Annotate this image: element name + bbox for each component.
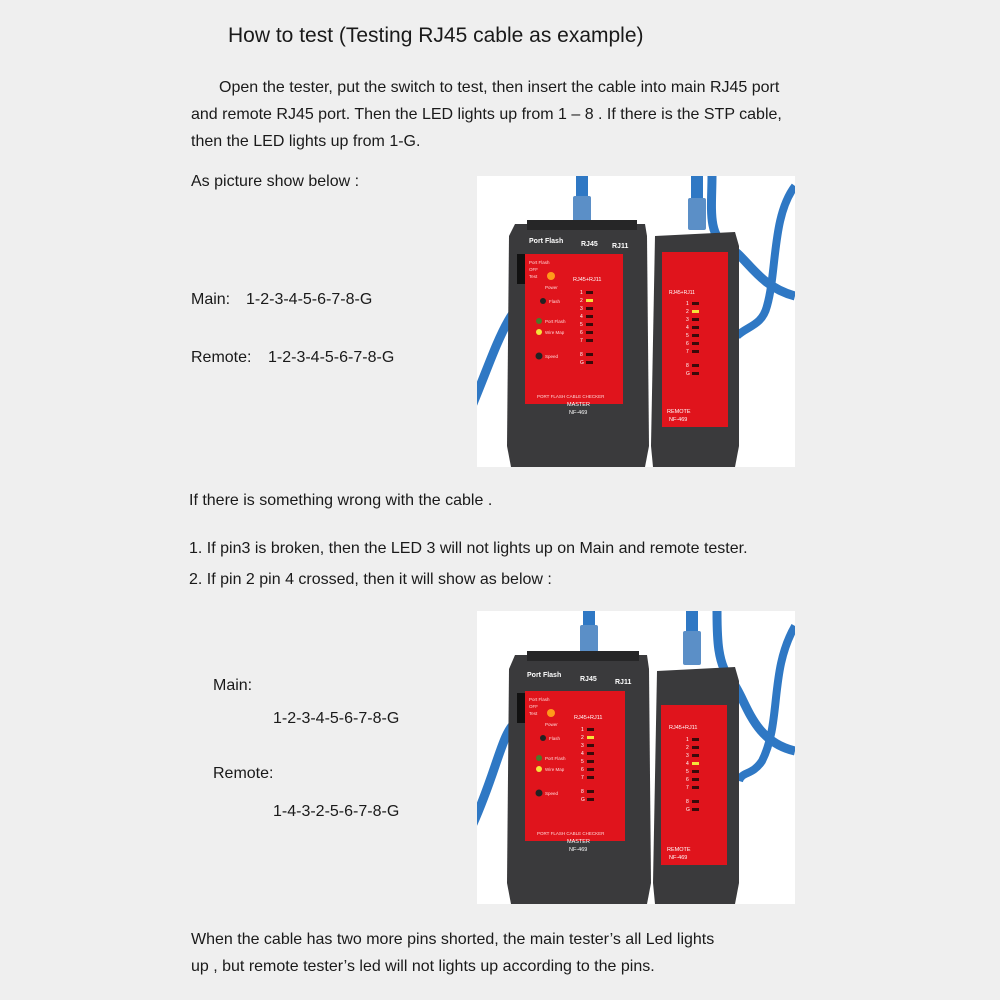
led-pin-label: 8 (581, 789, 584, 795)
led-pin-label: 5 (581, 759, 584, 765)
led-indicator (692, 746, 699, 749)
led-indicator (692, 754, 699, 757)
led-pin-label: G (581, 797, 585, 803)
switch-port-flash: Port Flash (529, 697, 550, 702)
led-indicator (692, 326, 699, 329)
led-indicator (587, 776, 594, 779)
example1-main-sequence: 1-2-3-4-5-6-7-8-G (246, 291, 373, 308)
led-pin-label: 7 (580, 338, 583, 344)
led-indicator (692, 342, 699, 345)
led-pin-label: 1 (581, 727, 584, 733)
led-indicator (587, 744, 594, 747)
intro-line: and remote RJ45 port. Then the LED lights up from 1 – 8 . If there is the STP cable, (191, 106, 782, 123)
led-pin-label: 4 (686, 761, 689, 767)
wrong-heading: If there is something wrong with the cable . (189, 492, 493, 509)
remote-model-label: NF-469 (669, 855, 688, 861)
page-title: How to test (Testing RJ45 cable as example) (228, 24, 644, 47)
led-indicator (586, 331, 593, 334)
led-pin-label: 8 (686, 363, 689, 369)
led-pin-label: 7 (686, 785, 689, 791)
switch-off: OFF (529, 267, 538, 272)
led-indicator (692, 372, 699, 375)
led-indicator (586, 361, 593, 364)
checker-label: PORT FLASH CABLE CHECKER (537, 831, 605, 836)
checker-label: PORT FLASH CABLE CHECKER (537, 394, 605, 399)
intro-line: Open the tester, put the switch to test, then insert the cable into main RJ45 port (219, 79, 780, 96)
led-indicator (692, 786, 699, 789)
shorted-line: When the cable has two more pins shorted, the main tester’s all Led lights (191, 931, 715, 948)
led-pin-label: 3 (686, 317, 689, 323)
switch-test: Test (529, 711, 538, 716)
led-pin-label: 3 (580, 306, 583, 312)
led-pin-label: 2 (580, 298, 583, 304)
shorted-paragraph (191, 926, 811, 980)
device-rj45-label: RJ45 (581, 241, 598, 248)
main-red-panel (525, 691, 625, 841)
case-2-text: 2. If pin 2 pin 4 crossed, then it will show as below : (189, 571, 552, 588)
as-picture-text: As picture show below : (191, 173, 360, 190)
led-pin-label: 6 (686, 777, 689, 783)
led-pin-label: 4 (581, 751, 584, 757)
led-pin-label: 8 (580, 352, 583, 358)
power-label: Power (545, 722, 558, 727)
led-pin-label: 1 (686, 301, 689, 307)
led-indicator (692, 800, 699, 803)
power-label: Power (545, 285, 558, 290)
remote-label: REMOTE (667, 847, 691, 853)
device-rj45-label: RJ45 (580, 676, 597, 683)
led-indicator (692, 778, 699, 781)
flash-label: Flash (549, 736, 561, 741)
led-indicator (586, 307, 593, 310)
led-indicator (587, 798, 594, 801)
example2-main-sequence: 1-2-3-4-5-6-7-8-G (273, 710, 400, 727)
led-pin-label: 2 (686, 309, 689, 315)
device-rj11-label: RJ11 (615, 679, 632, 686)
port-flash-led-label: Port Flash (545, 319, 566, 324)
model-label: NF-469 (569, 410, 588, 416)
led-indicator (587, 790, 594, 793)
device-port-flash-label: Port Flash (529, 238, 564, 245)
remote-model-label: NF-469 (669, 417, 688, 423)
led-indicator (692, 334, 699, 337)
led-indicator (587, 728, 594, 731)
led-pin-label: 6 (580, 330, 583, 336)
led-pin-label: 5 (580, 322, 583, 328)
remote-rj45-rj11-label: RJ45+RJ11 (669, 290, 695, 296)
switch-port-flash: Port Flash (529, 260, 550, 265)
led-indicator (586, 353, 593, 356)
led-pin-label: 1 (580, 290, 583, 296)
master-label: MASTER (567, 402, 590, 408)
master-label: MASTER (567, 839, 590, 845)
device-rj11-label: RJ11 (612, 243, 629, 250)
led-pin-label: G (686, 371, 690, 377)
intro-paragraph (191, 74, 811, 155)
led-indicator (692, 318, 699, 321)
port-flash-led-label: Port Flash (545, 756, 566, 761)
example1-main-label: Main: (191, 291, 231, 308)
led-pin-label: 2 (581, 735, 584, 741)
remote-label: REMOTE (667, 409, 691, 415)
led-indicator (587, 768, 594, 771)
led-indicator (587, 752, 594, 755)
tester-photo-2 (477, 611, 795, 904)
led-indicator (692, 302, 699, 305)
led-indicator (586, 323, 593, 326)
remote-red-panel (662, 252, 728, 427)
led-indicator (692, 364, 699, 367)
flash-label: Flash (549, 299, 561, 304)
led-indicator (692, 808, 699, 811)
led-pin-label: 4 (580, 314, 583, 320)
example1-remote-sequence: 1-2-3-4-5-6-7-8-G (268, 349, 395, 366)
remote-rj45-rj11-label: RJ45+RJ11 (669, 725, 698, 731)
wire-map-label: Wire Map (545, 767, 565, 772)
led-pin-label: 4 (686, 325, 689, 331)
example1-remote-label: Remote: (191, 349, 252, 366)
switch-test: Test (529, 274, 538, 279)
intro-line: then the LED lights up from 1-G. (191, 133, 421, 150)
led-pin-label: 2 (686, 745, 689, 751)
led-pin-label: 1 (686, 737, 689, 743)
example2-remote-sequence: 1-4-3-2-5-6-7-8-G (273, 803, 400, 820)
example2-remote-label: Remote: (213, 765, 274, 782)
led-indicator (692, 738, 699, 741)
device-port-flash-label: Port Flash (527, 672, 562, 679)
led-indicator (586, 315, 593, 318)
led-indicator (586, 339, 593, 342)
tester-photo-1 (477, 176, 795, 467)
speed-label: Speed (545, 791, 559, 796)
led-indicator (692, 310, 699, 313)
led-pin-label: 6 (686, 341, 689, 347)
led-pin-label: 7 (581, 775, 584, 781)
led-pin-label: 8 (686, 799, 689, 805)
shorted-line: up , but remote tester’s led will not lights up according to the pins. (191, 958, 655, 975)
led-indicator (692, 350, 699, 353)
led-indicator (692, 770, 699, 773)
speed-label: Speed (545, 354, 559, 359)
model-label: NF-469 (569, 847, 588, 853)
wire-map-label: Wire Map (545, 330, 565, 335)
led-indicator (587, 760, 594, 763)
led-pin-label: G (580, 360, 584, 366)
led-pin-label: 7 (686, 349, 689, 355)
switch-off: OFF (529, 704, 538, 709)
led-pin-label: G (686, 807, 690, 813)
led-indicator (587, 736, 594, 739)
led-indicator (692, 762, 699, 765)
led-pin-label: 3 (686, 753, 689, 759)
example2-main-label: Main: (213, 677, 253, 694)
led-indicator (586, 291, 593, 294)
case-1-text: 1. If pin3 is broken, then the LED 3 will not lights up on Main and remote tester. (189, 540, 748, 557)
rj45-rj11-label: RJ45+RJ11 (573, 277, 602, 283)
led-pin-label: 5 (686, 769, 689, 775)
led-pin-label: 6 (581, 767, 584, 773)
rj45-rj11-label: RJ45+RJ11 (574, 715, 603, 721)
led-pin-label: 5 (686, 333, 689, 339)
led-indicator (586, 299, 593, 302)
led-pin-label: 3 (581, 743, 584, 749)
